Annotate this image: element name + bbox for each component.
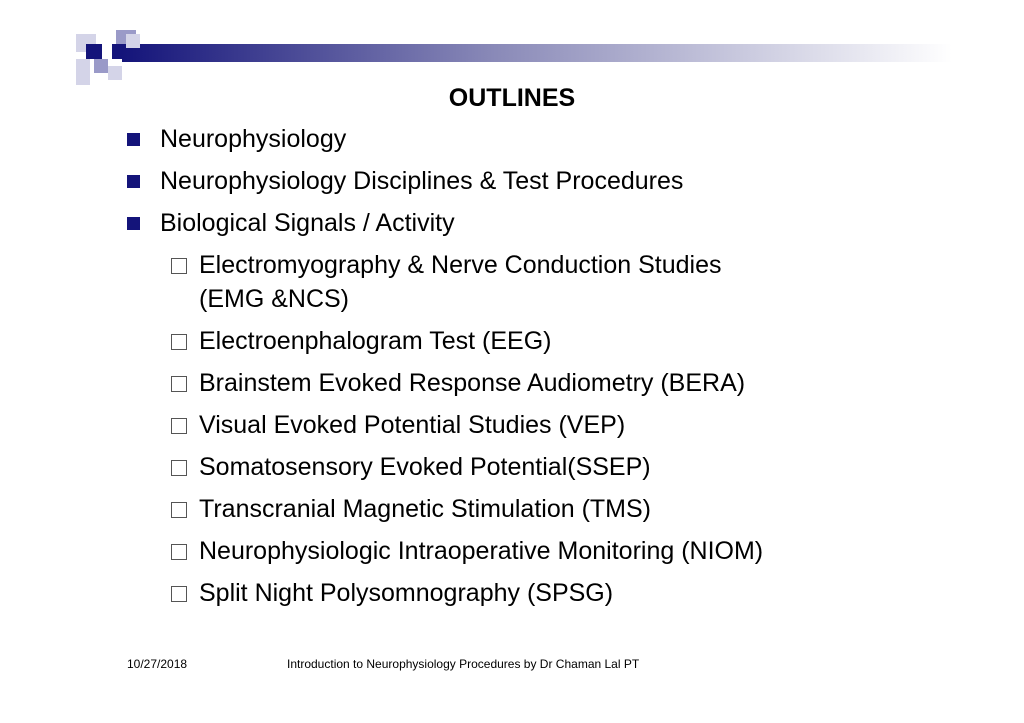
header-gradient-bar <box>122 44 952 62</box>
bullet-item: Biological Signals / Activity <box>160 209 455 237</box>
hollow-box-bullet-icon <box>171 544 187 560</box>
hollow-box-bullet-icon <box>171 258 187 274</box>
footer-caption: Introduction to Neurophysiology Procedures by Dr Chaman Lal PT <box>287 657 640 671</box>
decor-square <box>76 59 90 85</box>
decor-square <box>86 44 102 59</box>
hollow-box-bullet-icon <box>171 502 187 518</box>
decor-square <box>94 59 108 73</box>
decor-square <box>112 44 122 59</box>
decor-square <box>108 66 122 80</box>
square-bullet-icon <box>127 133 140 146</box>
square-bullet-icon <box>127 217 140 230</box>
sub-bullet-item: Visual Evoked Potential Studies (VEP) <box>199 411 626 439</box>
sub-bullet-item: Somatosensory Evoked Potential(SSEP) <box>199 453 651 481</box>
hollow-box-bullet-icon <box>171 418 187 434</box>
sub-bullet-item: Transcranial Magnetic Stimulation (TMS) <box>199 495 651 523</box>
bullet-item: Neurophysiology Disciplines & Test Procedures <box>160 167 684 195</box>
slide-title <box>0 84 1024 112</box>
sub-bullet-item-continuation: (EMG &NCS) <box>199 285 349 313</box>
square-bullet-icon <box>127 175 140 188</box>
hollow-box-bullet-icon <box>171 460 187 476</box>
hollow-box-bullet-icon <box>171 334 187 350</box>
hollow-box-bullet-icon <box>171 376 187 392</box>
sub-bullet-item: Electroenphalogram Test (EEG) <box>199 327 552 355</box>
decor-square <box>102 44 112 59</box>
sub-bullet-item: Electromyography & Nerve Conduction Studies <box>199 251 722 279</box>
sub-bullet-item: Neurophysiologic Intraoperative Monitoring (NIOM) <box>199 537 764 565</box>
footer-date: 10/27/2018 <box>127 657 188 671</box>
hollow-box-bullet-icon <box>171 586 187 602</box>
sub-bullet-item: Brainstem Evoked Response Audiometry (BERA) <box>199 369 746 397</box>
decor-square <box>126 34 140 48</box>
bullet-item: Neurophysiology <box>160 125 347 153</box>
sub-bullet-item: Split Night Polysomnography (SPSG) <box>199 579 614 607</box>
slide-title-text: OUTLINES <box>448 84 576 112</box>
